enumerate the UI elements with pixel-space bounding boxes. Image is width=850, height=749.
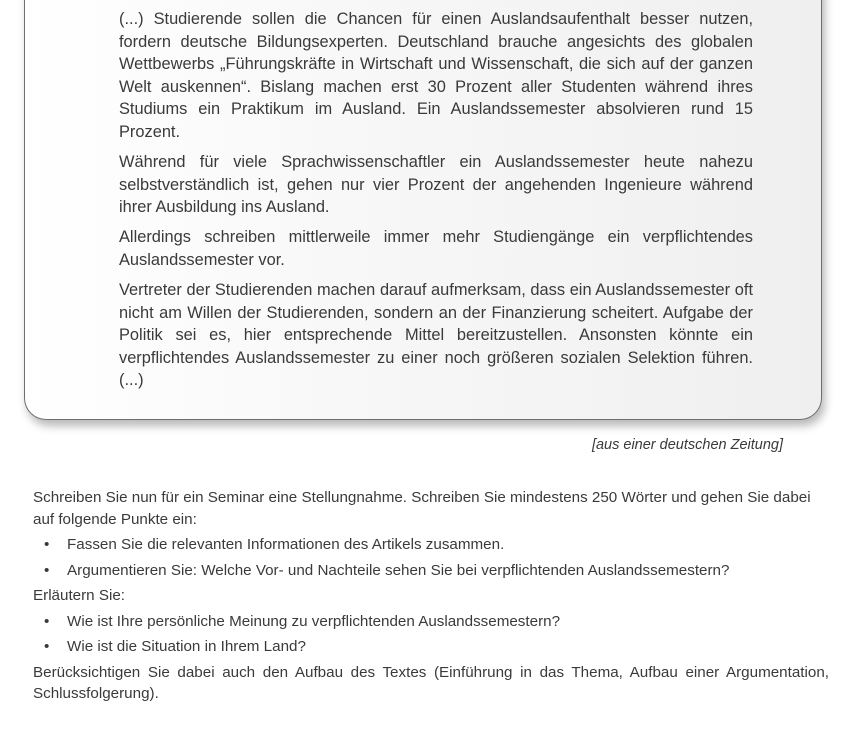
list-item — [33, 611, 829, 633]
list-item-text: Argumentieren Sie: Welche Vor- und Nachteile sehen Sie bei verpflichtenden Auslandssemestern? — [67, 561, 730, 579]
bullet-icon: • — [44, 638, 50, 655]
list-item-text: Fassen Sie die relevanten Informationen des Artikels zusammen. — [67, 536, 505, 553]
list-item — [33, 534, 829, 556]
list-item-text: Wie ist die Situation in Ihrem Land? — [67, 638, 306, 655]
bullet-icon: • — [44, 612, 50, 630]
bullet-icon: • — [44, 561, 50, 579]
bullet-icon: • — [44, 536, 50, 553]
task-closing: Berücksichtigen Sie dabei auch den Aufbau des Textes (Einführung in das Thema, Aufbau einer Argumentation, Schlussfolgerung). — [33, 663, 829, 702]
list-item-text: Wie ist Ihre persönliche Meinung zu verpflichtenden Auslandssemestern? — [67, 612, 561, 630]
article-paragraph-1: (...) Studierende sollen die Chancen für einen Auslandsaufenthalt besser nutzen, fordern deutsche Bildungsexperten. Deutschland brauche angesichts des globalen Wettbewerbs „Führungskräfte in Wirtschaft und Wissenschaft, die sich auf der ganzen Welt auskennen“. Bislang machen erst 30 Prozent aller Studenten während ihres Studiums ein Praktikum im Ausland. Ein Auslandssemester absolvieren rund 15 Prozent. — [119, 10, 753, 141]
article-paragraph-4: Vertreter der Studierenden machen darauf aufmerksam, dass ein Auslandssemester oft nicht am Willen der Studierenden, sondern an der Finanzierung scheitert. Aufgabe der Politik sei es, hier entsprechende Mittel bereitzustellen. Ansonsten könnte ein verpflichtendes Auslandssemester zu einer noch größeren sozialen Selektion führen. (...) — [119, 281, 753, 390]
task-intro: Schreiben Sie nun für ein Seminar eine Stellungnahme. Schreiben Sie mindestens 250 Wörter und gehen Sie dabei auf folgende Punkte ein: — [33, 489, 811, 528]
task-points-list-1 — [33, 534, 829, 581]
list-item — [33, 636, 829, 658]
article-text — [119, 8, 753, 400]
explain-label: Erläutern Sie: — [33, 587, 126, 604]
article-paragraph-3: Allerdings schreiben mittlerweile immer mehr Studiengänge ein verpflichtendes Auslandssemester vor. — [119, 228, 753, 269]
task-instructions — [33, 487, 829, 705]
article-paragraph-2: Während für viele Sprachwissenschaftler ein Auslandssemester heute nahezu selbstverständlich ist, gehen nur vier Prozent der angehenden Ingenieure während ihrer Ausbildung ins Ausland. — [119, 153, 753, 217]
article-source: [aus einer deutschen Zeitung] — [591, 437, 783, 453]
task-points-list-2 — [33, 611, 829, 658]
list-item — [33, 560, 829, 582]
